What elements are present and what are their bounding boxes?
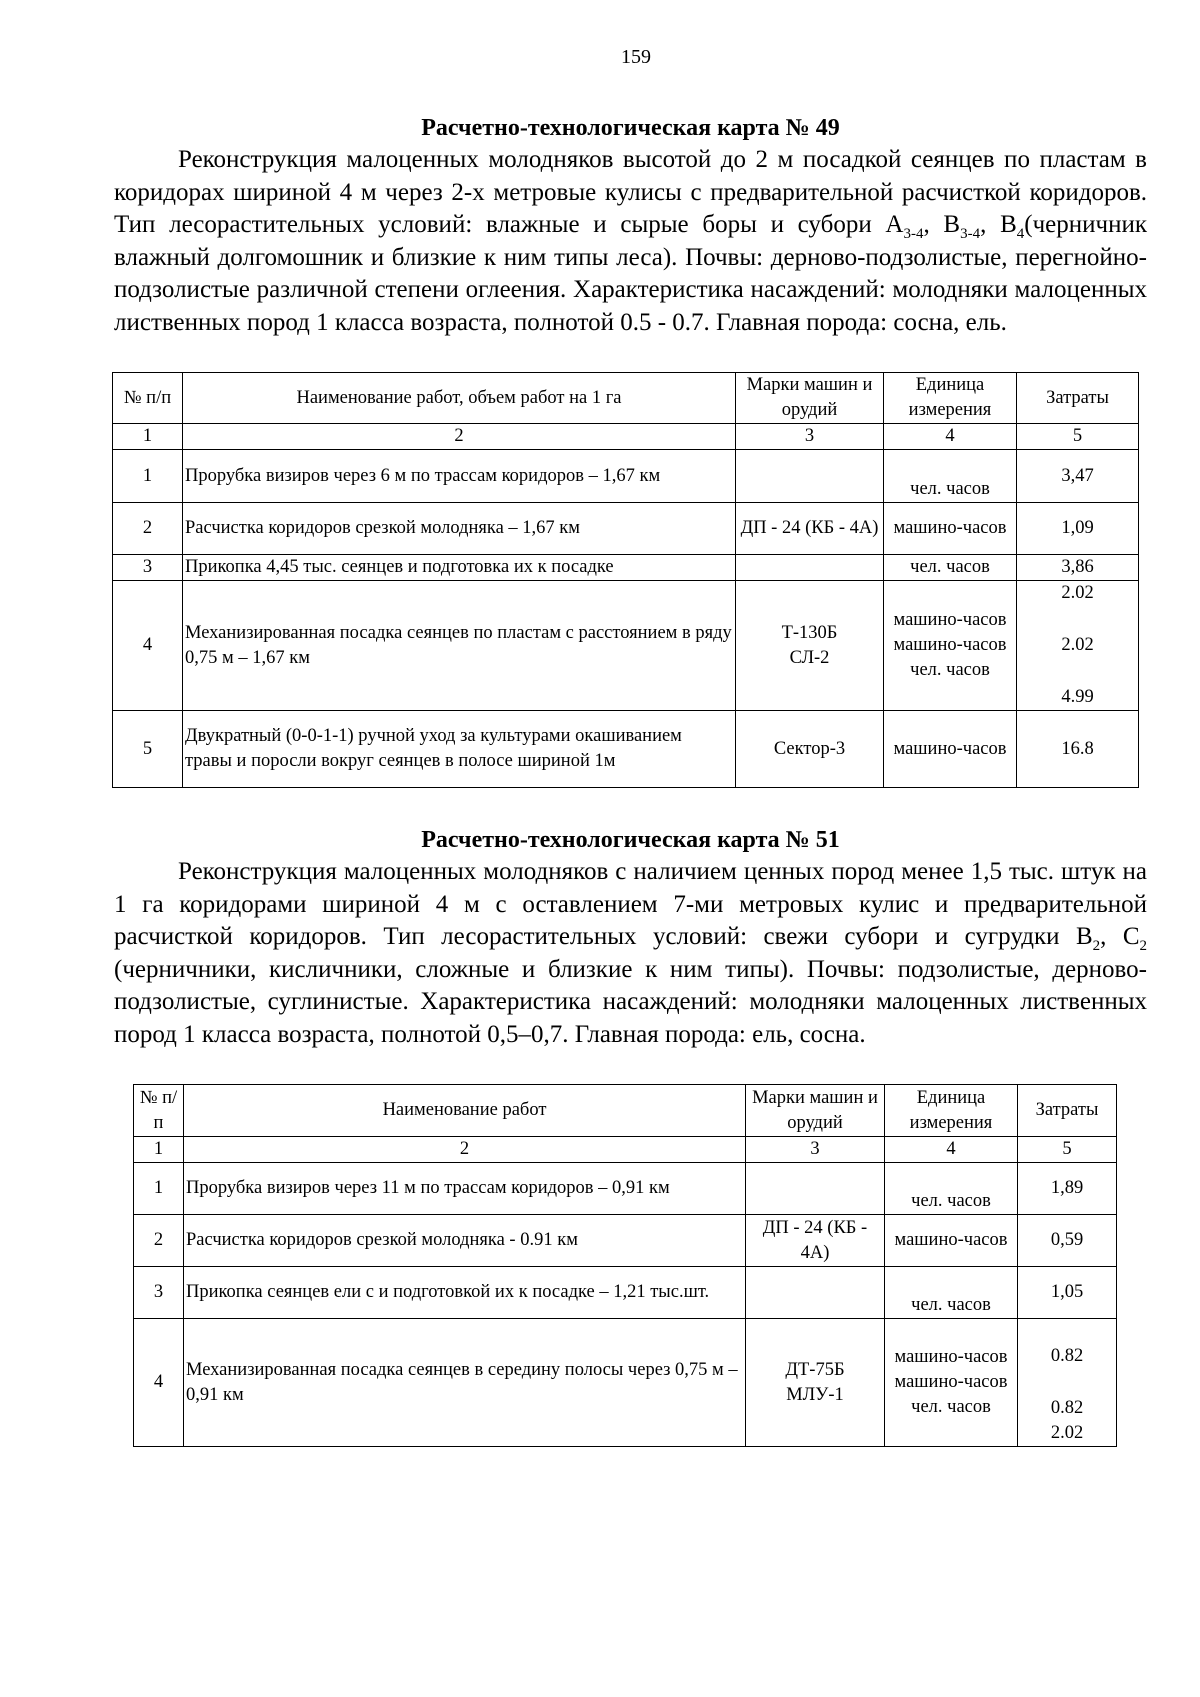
header-unit: Единица измерения [885, 1085, 1018, 1137]
machine-tractor: ДТ-75Б [785, 1359, 845, 1380]
machine-tractor: Т-130Б [781, 622, 838, 643]
table-row [113, 555, 1139, 581]
col-number: 3 [736, 424, 884, 450]
row-num: 3 [113, 555, 183, 581]
header-machines: Марки машин и орудий [736, 373, 884, 424]
map-51-section [114, 824, 1147, 1051]
row-machines: Сектор-3 [736, 711, 884, 788]
row-num: 1 [134, 1163, 184, 1215]
map-49-section [114, 112, 1147, 339]
row-work: Прорубка визиров через 11 м по трассам коридоров – 0,91 км [184, 1163, 746, 1215]
row-unit: чел. часов [884, 450, 1017, 503]
map-51-sub-2: 2 [1139, 938, 1147, 954]
unit-line: чел. часов [911, 1397, 991, 1417]
row-unit [884, 581, 1017, 711]
table-row [113, 450, 1139, 503]
unit-line: чел. часов [910, 660, 990, 680]
header-unit: Единица измерения [884, 373, 1017, 424]
table-header-row [113, 373, 1139, 424]
row-unit: чел. часов [885, 1267, 1018, 1319]
header-num: № п/п [134, 1085, 184, 1137]
row-cost: 0,59 [1018, 1215, 1117, 1267]
row-work: Прикопка 4,45 тыс. сеянцев и подготовка их к посадке [183, 555, 736, 581]
header-cost: Затраты [1018, 1085, 1117, 1137]
row-work: Прикопка сеянцев ели с и подготовкой их к посадке – 1,21 тыс.шт. [184, 1267, 746, 1319]
col-number: 1 [113, 424, 183, 450]
row-unit [885, 1319, 1018, 1447]
map-49-sub-3: 4 [1016, 226, 1025, 242]
cost-line: 2.02 [1061, 635, 1094, 655]
map-49-intro-a: Реконструкция малоценных молодняков высотой до 2 м посадкой сеянцев по пластам в коридорах шириной 4 м через 2-х метровые кулисы с предварительной расчисткой коридоров. Тип лесорастительных условий: влажные и сырые боры и субори А [114, 146, 1147, 238]
map-51-intro-b: , С [1100, 923, 1140, 950]
row-unit: машино-часов [884, 503, 1017, 555]
header-num: № п/п [113, 373, 183, 424]
row-machines [736, 450, 884, 503]
table-row [134, 1215, 1117, 1267]
row-cost: 1,89 [1018, 1163, 1117, 1215]
header-work: Наименование работ, объем работ на 1 га [183, 373, 736, 424]
row-work: Расчистка коридоров срезкой молодняка – 1,67 км [183, 503, 736, 555]
map-49-sub-2: 3-4 [960, 226, 981, 242]
table-row [113, 711, 1139, 788]
row-machines [736, 581, 884, 711]
header-cost: Затраты [1017, 373, 1139, 424]
table-row [134, 1319, 1117, 1447]
col-number: 2 [184, 1137, 746, 1163]
map-51-sub-1: 2 [1092, 938, 1101, 954]
col-number: 5 [1018, 1137, 1117, 1163]
cost-line: 2.02 [1050, 1423, 1084, 1443]
row-cost: 1,05 [1018, 1267, 1117, 1319]
cost-line: 0.82 [1050, 1346, 1084, 1366]
unit-line: машино-часов [894, 1372, 1008, 1392]
map-49-table [112, 372, 1139, 788]
row-machines [746, 1319, 885, 1447]
row-work: Двукратный (0-0-1-1) ручной уход за культурами окашиванием травы и поросли вокруг сеянцев в полосе шириной 1м [183, 711, 736, 788]
row-num: 2 [113, 503, 183, 555]
row-machines [746, 1163, 885, 1215]
map-49-intro-c: , В [980, 211, 1017, 238]
col-number: 2 [183, 424, 736, 450]
row-work: Механизированная посадка сеянцев по пластам с расстоянием в ряду 0,75 м – 1,67 км [183, 581, 736, 711]
map-49-description [114, 144, 1147, 339]
unit-line: машино-часов [894, 1347, 1008, 1367]
row-cost: 16.8 [1017, 711, 1139, 788]
row-machines: ДП - 24 (КБ - 4А) [746, 1215, 885, 1267]
row-unit: машино-часов [885, 1215, 1018, 1267]
row-num: 1 [113, 450, 183, 503]
row-work: Прорубка визиров через 6 м по трассам коридоров – 1,67 км [183, 450, 736, 503]
row-num: 4 [134, 1319, 184, 1447]
unit-line: машино-часов [893, 635, 1007, 655]
row-machines [746, 1267, 885, 1319]
col-number: 1 [134, 1137, 184, 1163]
row-num: 4 [113, 581, 183, 711]
table-header-row [134, 1085, 1117, 1137]
row-unit: чел. часов [885, 1163, 1018, 1215]
col-number: 3 [746, 1137, 885, 1163]
row-cost [1018, 1319, 1117, 1447]
map-49-title: Расчетно-технологическая карта № 49 [421, 115, 840, 141]
col-number: 4 [885, 1137, 1018, 1163]
table-row [113, 503, 1139, 555]
unit-line: машино-часов [893, 610, 1007, 630]
row-unit: чел. часов [884, 555, 1017, 581]
header-machines: Марки машин и орудий [746, 1085, 885, 1137]
map-49-intro-d: (черничник влажный долгомошник и близкие к ним типы леса). Почвы: дерново-подзолистые, перегнойно-подзолистые различной степени оглеения. Характеристика насаждений: молодняки малоценных лиственных пород 1 класса возраста, полнотой 0.5 - 0.7. Главная порода: сосна, ель. [114, 211, 1147, 336]
map-51-intro-a: Реконструкция малоценных молодняков с наличием ценных пород менее 1,5 тыс. штук на 1 га коридорами шириной 4 м с оставлением 7-ми метровых кулис и предварительной расчисткой коридоров. Тип лесорастительных условий: свежи субори и сугрудки В [114, 858, 1147, 950]
row-cost: 3,47 [1017, 450, 1139, 503]
map-49-intro-b: , В [923, 211, 961, 238]
row-cost [1017, 581, 1139, 711]
table-row [134, 1163, 1117, 1215]
column-number-row [134, 1137, 1117, 1163]
row-cost: 3,86 [1017, 555, 1139, 581]
map-51-table [133, 1084, 1117, 1447]
page-number: 159 [621, 46, 651, 68]
machine-implement: МЛУ-1 [786, 1384, 844, 1405]
cost-line: 4.99 [1061, 687, 1094, 707]
cost-line: 2.02 [1061, 583, 1094, 603]
row-num: 3 [134, 1267, 184, 1319]
table-row [113, 581, 1139, 711]
row-cost: 1,09 [1017, 503, 1139, 555]
map-51-intro-c: (черничники, кисличники, сложные и близкие к ним типы). Почвы: подзолистые, дерново-подзолистые, суглинистые. Характеристика насаждений: молодняки малоценных лиственных пород 1 класса возраста, полнотой 0,5–0,7. Главная порода: ель, сосна. [114, 955, 1147, 1048]
machine-implement: СЛ-2 [789, 647, 830, 668]
column-number-row [113, 424, 1139, 450]
map-51-description [114, 856, 1147, 1051]
col-number: 5 [1017, 424, 1139, 450]
row-num: 5 [113, 711, 183, 788]
row-machines: ДП - 24 (КБ - 4А) [736, 503, 884, 555]
header-work: Наименование работ [184, 1085, 746, 1137]
map-49-sub-1: 3-4 [903, 226, 924, 242]
row-work: Расчистка коридоров срезкой молодняка - 0.91 км [184, 1215, 746, 1267]
row-num: 2 [134, 1215, 184, 1267]
col-number: 4 [884, 424, 1017, 450]
map-51-title: Расчетно-технологическая карта № 51 [421, 827, 840, 853]
row-unit: машино-часов [884, 711, 1017, 788]
row-machines [736, 555, 884, 581]
cost-line: 0.82 [1050, 1398, 1084, 1418]
table-row [134, 1267, 1117, 1319]
row-work: Механизированная посадка сеянцев в середину полосы через 0,75 м – 0,91 км [184, 1319, 746, 1447]
